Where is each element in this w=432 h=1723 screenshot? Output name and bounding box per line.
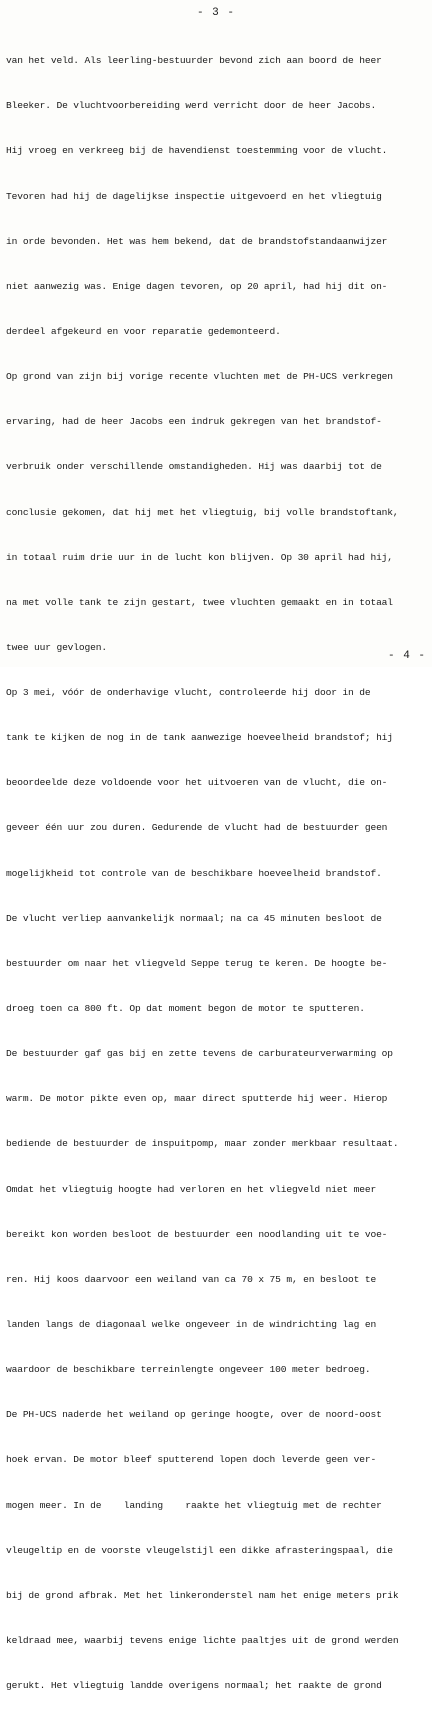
text-line: van het veld. Als leerling-bestuurder bevond zich aan boord de heer: [6, 55, 382, 67]
text-line: landen langs de diagonaal welke ongeveer in de windrichting lag en: [6, 1319, 377, 1331]
text-line: Omdat het vliegtuig hoogte had verloren en het vliegveld niet meer: [6, 1183, 377, 1195]
text-line: geveer één uur zou duren. Gedurende de vlucht had de bestuurder geen: [6, 822, 388, 834]
text-line: Op 3 mei, vóór de onderhavige vlucht, controleerde hij door in de: [6, 687, 371, 699]
text-line: bij de grond afbrak. Met het linkeronderstel nam het enige meters prik: [6, 1589, 399, 1601]
text-line: verbruik onder verschillende omstandigheden. Hij was daarbij tot de: [6, 461, 382, 473]
text-line: Bleeker. De vluchtvoorbereiding werd verricht door de heer Jacobs.: [6, 100, 377, 112]
page-number-top: - 3 -: [196, 7, 235, 19]
text-line: conclusie gekomen, dat hij met het vliegtuig, bij volle brandstoftank,: [6, 506, 399, 518]
text-line: hoek ervan. De motor bleef sputterend lopen doch leverde geen ver-: [6, 1454, 377, 1466]
text-line: Tevoren had hij de dagelijkse inspectie uitgevoerd en het vliegtuig: [6, 190, 382, 202]
text-line: vleugeltip en de voorste vleugelstijl een dikke afrasteringspaal, die: [6, 1544, 393, 1556]
text-line: bestuurder om naar het vliegveld Seppe terug te keren. De hoogte be-: [6, 957, 388, 969]
text-line: Op grond van zijn bij vorige recente vluchten met de PH-UCS verkregen: [6, 371, 393, 383]
text-line: keldraad mee, waarbij tevens enige lichte paaltjes uit de grond werden: [6, 1635, 399, 1647]
text-line: derdeel afgekeurd en voor reparatie gedemonteerd.: [6, 325, 281, 337]
text-line: niet aanwezig was. Enige dagen tevoren, op 20 april, had hij dit on-: [6, 280, 388, 292]
text-line: tank te kijken de nog in de tank aanwezige hoeveelheid brandstof; hij: [6, 732, 393, 744]
text-line: waardoor de beschikbare terreinlengte ongeveer 100 meter bedroeg.: [6, 1364, 371, 1376]
text-line: mogelijkheid tot controle van de beschikbare hoeveelheid brandstof.: [6, 867, 382, 879]
text-line: Hij vroeg en verkreeg bij de havendienst toestemming voor de vlucht.: [6, 145, 388, 157]
text-line: mogen meer. In de landing raakte het vliegtuig met de rechter: [6, 1499, 382, 1511]
text-line: De PH-UCS naderde het weiland op geringe hoogte, over de noord-oost: [6, 1409, 382, 1421]
report-body-text: [6, 23, 430, 1723]
text-line: ren. Hij koos daarvoor een weiland van ca 70 x 75 m, en besloot te: [6, 1273, 377, 1285]
text-line: De bestuurder gaf gas bij en zette tevens de carburateurverwarming op: [6, 1048, 393, 1060]
text-line: droeg toen ca 800 ft. Op dat moment begon de motor te sputteren.: [6, 1003, 365, 1015]
text-line: beoordeelde deze voldoende voor het uitvoeren van de vlucht, die on-: [6, 777, 388, 789]
text-line: bereikt kon worden besloot de bestuurder een noodlanding uit te voe-: [6, 1228, 388, 1240]
text-line: gerukt. Het vliegtuig landde overigens normaal; het raakte de grond: [6, 1680, 382, 1692]
page-number-bottom: - 4 -: [388, 650, 427, 662]
text-line: na met volle tank te zijn gestart, twee vluchten gemaakt en in totaal: [6, 596, 393, 608]
text-line: twee uur gevlogen.: [6, 641, 107, 653]
text-line: warm. De motor pikte even op, maar direct sputterde hij weer. Hierop: [6, 1093, 388, 1105]
text-line: bediende de bestuurder de inspuitpomp, maar zonder merkbaar resultaat.: [6, 1138, 399, 1150]
text-line: ervaring, had de heer Jacobs een indruk gekregen van het brandstof-: [6, 416, 382, 428]
text-line: in totaal ruim drie uur in de lucht kon blijven. Op 30 april had hij,: [6, 551, 393, 563]
text-line: in orde bevonden. Het was hem bekend, dat de brandstofstandaanwijzer: [6, 235, 388, 247]
text-line: De vlucht verliep aanvankelijk normaal; na ca 45 minuten besloot de: [6, 912, 382, 924]
